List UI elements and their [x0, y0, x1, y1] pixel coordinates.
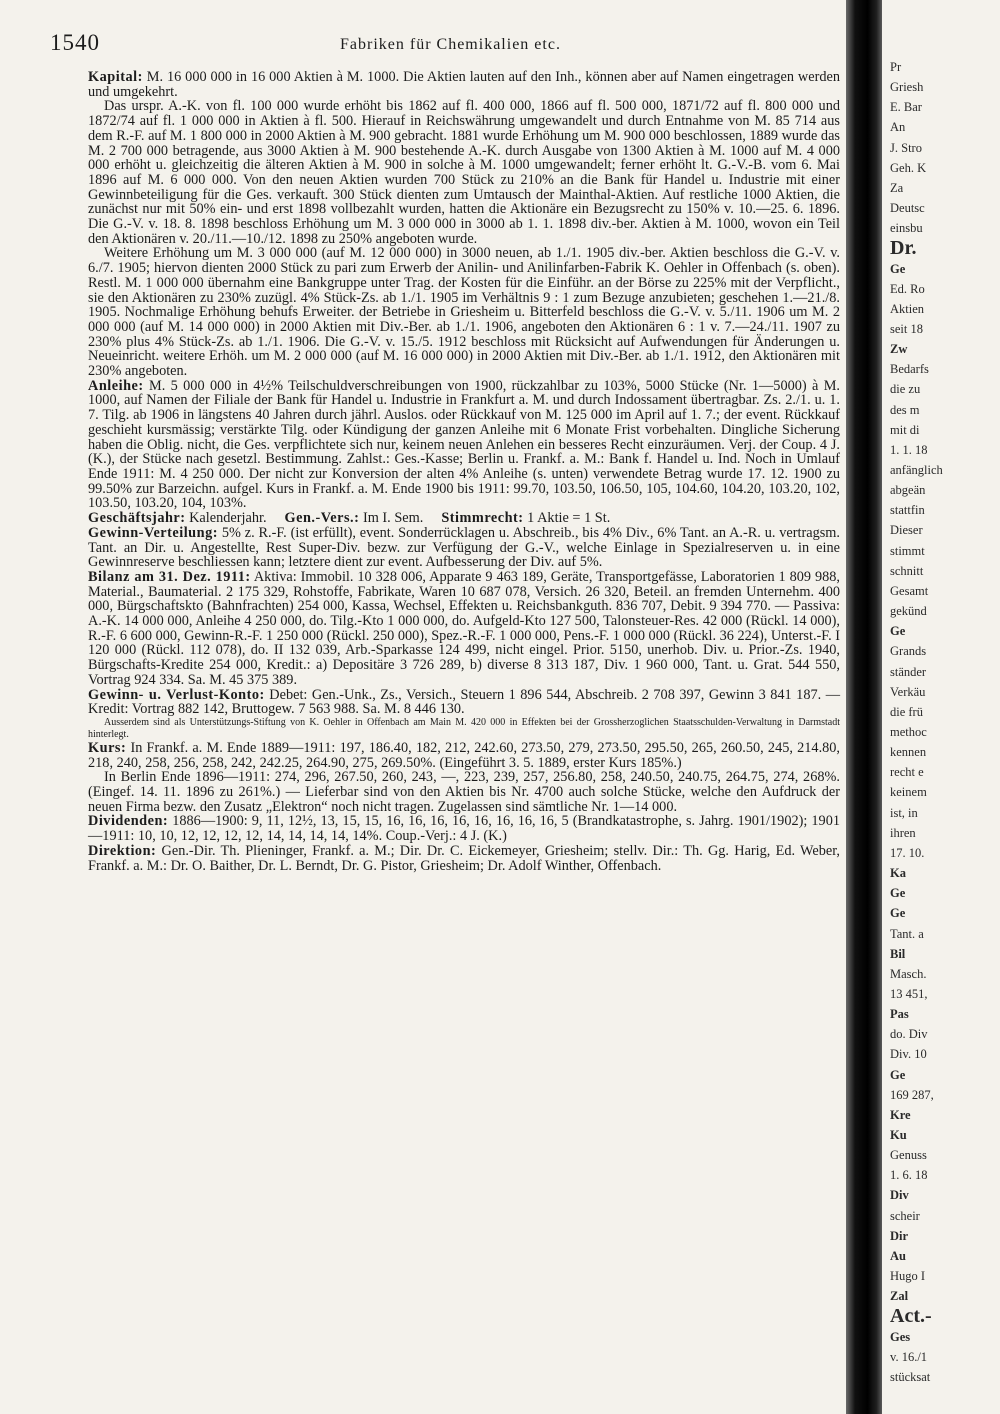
page-header	[50, 30, 910, 64]
adjacent-page-fragment: Bedarfs	[890, 362, 929, 376]
section-text: In Frankf. a. M. Ende 1889—1911: 197, 186.40, 182, 212, 242.60, 273.50, 279, 273.50, 295.50, 265, 260.50, 245, 214.80, 218, 240, 258, 256, 258, 242, 242.25, 264.90, 275, 269.50%. (Eingeführt 3. 5. 1889, erster Kurs 185%.)	[88, 739, 841, 771]
adjacent-page-fragment: Ku	[890, 1128, 907, 1142]
adjacent-page-fragment: Ka	[890, 866, 906, 880]
adjacent-page-fragment: anfänglich	[890, 463, 943, 477]
adjacent-page-fragment: Deutsc	[890, 201, 925, 215]
adjacent-page-fragment: Ge	[890, 886, 906, 900]
section-label: Gewinn-Verteilung:	[88, 524, 218, 541]
section-text: In Berlin Ende 1896—1911: 274, 296, 267.50, 260, 243, —, 223, 239, 257, 256.80, 258, 240.50, 240.75, 264.75, 274, 268%. (Eingef. 14. 11. 1896 zu 261%.) — Lieferbar sind von den Aktien bis Nr. 4700 auch solche Stücke, welche den Aufdruck der neuen Firma bezw. den Zusatz „Elektron“ noch nicht tragen. Zugelassen sind sämtliche Nr. 1—14 000.	[88, 769, 840, 815]
section-text: M. 5 000 000 in 4½% Teilschuldverschreibungen von 1900, rückzahlbar zu 103%, 5000 Stücke (Nr. 1—5000) à M. 1000, auf Namen der Filiale der Bank für Handel u. Industrie in Frankfurt a. M. und durch Indossament übertragbar. Zs. 2./1. u. 1. 7. Tilg. ab 1906 in längstens 40 Jahren durch jährl. Auslos. oder Rückkauf von M. 125 000 im April auf 1. 7.; der event. Rückkauf geschieht kursmässig; verstärkte Tilg. oder Kündigung der ganzen Anleihe mit 6 Monate Frist vorbehalten. Dingliche Sicherung haben die Oblig. nicht, die Ges. verpflichtete sich nur, keinem neuen Anlehen ein besseres Recht einzuräumen. Verj. der Coup. 4 J. (K.), der Stücke nach gesetzl. Bestimmung. Zahlst.: Ges.-Kasse; Berlin u. Frankf. a. M.: Bank f. Handel u. Ind. Noch in Umlauf Ende 1911: M. 4 250 000. Der nicht zur Konversion der alten 4% Anleihe (s. unten) verwendete Betrag wurde 17. 12. 1900 zu 99.50% zur Barzeichn. aufgel. Kurs in Frankf. a. M. Ende 1900 bis 1911: 99.70, 103.50, 106.50, 105, 104.60, 104.20, 103.20, 102, 103.50, 103.20, 104, 103%.	[88, 377, 841, 512]
adjacent-page-fragment: Bil	[890, 947, 906, 961]
adjacent-page-fragment: Ge	[890, 262, 906, 276]
entry-section	[88, 770, 840, 814]
page-number: 1540	[50, 30, 100, 55]
footnote: Ausserdem sind als Unterstützungs-Stiftung von K. Oehler in Offenbach am Main M. 420 000 in Effekten bei der Grossherzoglichen Staatsschulden-Verwaltung in Darmstadt hinterlegt.	[88, 716, 840, 740]
section-label: Stimmrecht:	[441, 510, 524, 527]
adjacent-page-fragment: Pas	[890, 1007, 909, 1021]
adjacent-page-fragment: Ges	[890, 1330, 911, 1344]
adjacent-page-fragment: J. Stro	[890, 141, 922, 155]
entry-section	[88, 526, 840, 570]
adjacent-page-fragment: einsbu	[890, 221, 923, 235]
adjacent-page-fragment: 17. 10.	[890, 846, 925, 860]
entry-section	[88, 99, 840, 246]
section-label: Anleihe:	[88, 377, 144, 394]
section-text: 1886—1900: 9, 11, 12½, 13, 15, 15, 16, 16, 16, 16, 16, 16, 16, 16, 5 (Brandkatastrophe, s. Jahrg. 1901/1902); 1901—1911: 10, 10, 12, 12, 12, 12, 14, 14, 14, 14, 14%. Coup.-Verj.: 4 J. (K.)	[88, 813, 840, 845]
adjacent-page-fragment: Ge	[890, 906, 906, 920]
adjacent-page-fragment: abgeän	[890, 483, 926, 497]
section-text: Das urspr. A.-K. von fl. 100 000 wurde erhöht bis 1862 auf fl. 400 000, 1866 auf fl. 500 000, 1871/72 auf fl. 800 000 und 1872/74 auf fl. 1 000 000 in Aktien à fl. 500. Hierauf in Reichswährung umgewandelt und durch Entnahme von M. 85 714 aus dem R.-F. auf M. 1 800 000 in 2000 Aktien à M. 900 gebracht. 1881 wurde Erhöhung um M. 900 000 beschlossen, 1889 wurde das M. 2 700 000 betragende, aus 3000 Aktien à M. 900 bestehende A.-K. durch Ausgabe von 1300 Aktien à M. 1000 auf M. 4 000 000 erhöht u. gleichzeitig die älteren Aktien à M. 900 in solche à M. 1000 umgewandelt; ferner erhöht lt. G.-V.-B. vom 6. Mai 1896 auf M. 6 000 000. Von den neuen Aktien wurden 700 Stück zu 210% an die Bank für Handel u. Industrie mit einer Gewinnbeteiligung für die Ges. verkauft. 300 Stück dienten zum Umtausch der Mainthal-Aktien. Auf restliche 1000 Aktien, die zunächst nur mit 50% ein- und erst 1898 vollbezahlt wurden, hatten die Aktionäre ein Bezugsrecht zu 150% v. 10.—25. 6. 1896. Die G.-V. v. 18. 8. 1898 beschloss Erhöhung um M. 3 000 000 in 3000 ab 1. 1. 1898 div.-ber. Aktien à M. 1000, wovon ein Teil den Aktionären v. 20./11.—10./12. 1898 zu 250% angeboten wurde.	[88, 98, 840, 247]
section-label: Kapital:	[88, 69, 143, 85]
adjacent-page-fragment: seit 18	[890, 322, 923, 336]
adjacent-page-fragment: Div. 10	[890, 1047, 927, 1061]
adjacent-page-fragment: 13 451,	[890, 987, 928, 1001]
adjacent-page-fragment: Dir	[890, 1229, 909, 1243]
adjacent-page-fragment: Genuss	[890, 1148, 927, 1162]
adjacent-page-fragment: E. Bar	[890, 100, 922, 114]
adjacent-page-fragment: Verkäu	[890, 685, 926, 699]
adjacent-page-fragment: Grands	[890, 644, 927, 658]
entry-section	[88, 741, 840, 770]
adjacent-page-fragment: die frü	[890, 705, 923, 719]
adjacent-page-fragment: kennen	[890, 745, 927, 759]
section-label: Geschäftsjahr:	[88, 510, 186, 527]
adjacent-page-fragment: Div	[890, 1188, 909, 1202]
adjacent-page-fragment: Ed. Ro	[890, 282, 925, 296]
adjacent-page-fragment: 1. 6. 18	[890, 1168, 928, 1182]
adjacent-page-fragment: 169 287,	[890, 1088, 934, 1102]
section-label: Gen.-Vers.:	[284, 510, 360, 527]
book-gutter-shadow	[846, 0, 882, 1414]
section-text: Im I. Sem.	[362, 510, 424, 527]
adjacent-page-fragment: Act.-	[890, 1309, 932, 1323]
adjacent-page-fragment: gekünd	[890, 604, 927, 618]
adjacent-page-fragment: stattfin	[890, 503, 925, 517]
adjacent-page-fragment: Tant. a	[890, 927, 924, 941]
section-label: Kurs:	[88, 739, 127, 756]
adjacent-page-fragment: v. 16./1	[890, 1350, 928, 1364]
running-title: Fabriken für Chemikalien etc.	[340, 36, 561, 53]
adjacent-page-fragment: keinem	[890, 785, 927, 799]
adjacent-page-fragment: Aktien	[890, 302, 925, 316]
adjacent-page-fragment: schnitt	[890, 564, 924, 578]
section-label: Gewinn- u. Verlust-Konto:	[88, 686, 265, 703]
section-text: M. 16 000 000 in 16 000 Aktien à M. 1000. Die Aktien lauten auf den Inh., können aber auf Namen eingetragen werden und umgekehrt.	[88, 69, 840, 100]
section-label: Direktion:	[88, 842, 157, 859]
adjacent-page-fragment: Ge	[890, 624, 906, 638]
adjacent-page-fragment: Griesh	[890, 80, 924, 94]
section-text: Debet: Gen.-Unk., Zs., Versich., Steuern 1 896 544, Abschreib. 2 708 397, Gewinn 3 841 187. — Kredit: Vortrag 882 142, Bruttogew. 7 563 988. Sa. M. 8 446 130.	[88, 686, 840, 718]
adjacent-page-fragment: stimmt	[890, 544, 925, 558]
adjacent-page-fragment: ist, in	[890, 806, 918, 820]
adjacent-page-fragment: stücksat	[890, 1370, 931, 1384]
entry-section	[88, 511, 840, 526]
adjacent-page-fragment: methoc	[890, 725, 927, 739]
adjacent-page-fragment: An	[890, 120, 906, 134]
adjacent-page-fragment: Geh. K	[890, 161, 927, 175]
section-label: Dividenden:	[88, 813, 169, 830]
adjacent-page-fragment: Hugo I	[890, 1269, 926, 1283]
section-text: Gen.-Dir. Th. Plieninger, Frankf. a. M.; Dir. Dr. C. Eickemeyer, Griesheim; stellv. Dir.: Th. Gg. Harig, Ed. Weber, Frankf. a. M.: Dr. O. Baither, Dr. L. Berndt, Dr. G. Pistor, Griesheim; Dr. Adolf Winther, Offenbach.	[88, 842, 840, 874]
adjacent-page-fragment: recht e	[890, 765, 924, 779]
section-label: Bilanz am 31. Dez. 1911:	[88, 568, 251, 585]
entry-section	[88, 379, 840, 511]
adjacent-page-fragment: Dieser	[890, 523, 923, 537]
entry-section	[88, 688, 840, 717]
entry-section	[88, 844, 840, 873]
entry-section	[88, 246, 840, 378]
adjacent-page-fragment: des m	[890, 403, 920, 417]
adjacent-page-fragment: Za	[890, 181, 904, 195]
adjacent-page-fragment: Pr	[890, 60, 902, 74]
entry-section	[88, 570, 840, 688]
adjacent-page-fragment: Dr.	[890, 241, 917, 255]
adjacent-page-fragment: die zu	[890, 382, 921, 396]
section-text: Kalenderjahr.	[189, 510, 267, 527]
adjacent-page-fragment: Ge	[890, 1068, 906, 1082]
entry-section	[88, 814, 840, 843]
adjacent-page-fragment: Zw	[890, 342, 908, 356]
adjacent-page-fragment: Zal	[890, 1289, 909, 1303]
section-text: Aktiva: Immobil. 10 328 006, Apparate 9 463 189, Geräte, Transportgefässe, Laboratorien 1 809 988, Material., Baumaterial. 2 175 329, Rohstoffe, Fabrikate, Waren 10 687 078, Versich. 26 320, Beteil. an fremden Unternehm. 400 000, Bürgschaftskto (Bahnfrachten) 254 000, Kassa, Wechsel, Effekten u. Reichsbankguth. 836 707, Debit. 9 394 770. — Passiva: A.-K. 14 000 000, Anleihe 4 250 000, do. Tilg.-Kto 1 000 000, do. Aufgeld-Kto 127 500, Talonsteuer-Res. 42 000 (Rückl. 14 000), R.-F. 6 600 000, Gewinn-R.-F. 1 250 000 (Rückl. 250 000), Spez.-R.-F. 1 000 000, Pens.-F. 1 000 000 (Rückl. 36 224), Unterst.-F. I 120 000 (Rückl. 112 078), do. II 132 039, Arb.-Sparkasse 124 499, nicht eingel. Prior. 5150, unerhob. Div. u. Prior.-Zs. 1940, Bürgschafts-Kredite 254 000, Kredit.: a) Depositäre 3 726 289, b) diverse 8 313 187, Div. 1 960 000, Tant. u. Grat. 544 550, Vortrag 924 334. Sa. M. 45 375 389.	[88, 568, 840, 688]
section-text: 5% z. R.-F. (ist erfüllt), event. Sonderrücklagen u. Abschreib., bis 4% Div., 6% Tant. an A.-R. u. vertragsm. Tant. an Dir. u. Angestellte, Rest Super-Div. bezw. zur Verfügung der G.-V., welche Einlage in Spezialreserven u. in eine Gewinnreserve beschliessen kann; letztere dient zur event. Aufbesserung der Div. auf 5%.	[88, 524, 840, 571]
adjacent-page-fragment: Masch.	[890, 967, 927, 981]
section-text: 1 Aktie = 1 St.	[527, 510, 611, 527]
adjacent-page-fragment: do. Div	[890, 1027, 928, 1041]
adjacent-page-fragment: mit di	[890, 423, 920, 437]
adjacent-page-fragment: 1. 1. 18	[890, 443, 928, 457]
adjacent-page-fragment: Gesamt	[890, 584, 929, 598]
adjacent-page-fragment: Au	[890, 1249, 906, 1263]
adjacent-page-fragment: scheir	[890, 1209, 920, 1223]
entry-section	[88, 70, 840, 99]
adjacent-page-fragment: Kre	[890, 1108, 911, 1122]
section-text: Weitere Erhöhung um M. 3 000 000 (auf M. 12 000 000) in 3000 neuen, ab 1./1. 1905 div.-ber. Aktien beschloss die G.-V. v. 6./7. 1905; hiervon dienten 2000 Stück zu pari zum Erwerb der Anilin- und Anilinfarben-Fabrik K. Oehler in Offenbach (s. oben). Restl. M. 1 000 000 übernahm eine Bankgruppe unter Trag. der Kosten für die Einführ. an der Börse zu 225% mit der Verpflicht., sie den Aktionären zu 230% zuzügl. 4% Stück-Zs. ab 1./1. 1905 im Verhältnis 9 : 1 zum Bezuge anzubieten; geschehen 1.—21./8. 1905. Nochmalige Erhöhung behufs Erweiter. der Betriebe in Griesheim u. Bitterfeld beschloss die G.-V. v. 5./11. 1906 um M. 2 000 000 (auf M. 14 000 000) in 2000 Aktien mit Div.-Ber. ab 1./1. 1906, angeboten den Aktionären 6 : 1 v. 7.—24./11. 1907 zu 230% plus 4% Stück-Zs. ab 1./1. 1906. Die G.-V. v. 15./5. 1912 beschloss mit Rücksicht auf Aufwendungen für Änderungen u. Neueinricht. weitere Erhöh. um M. 2 000 000 (auf M. 16 000 000) in 2000 Aktien mit Div.-Ber. ab 1./1. 1912, den Aktionären mit 230% angeboten.	[88, 245, 840, 380]
adjacent-page-fragment: ihren	[890, 826, 916, 840]
adjacent-page-fragment: ständer	[890, 665, 927, 679]
main-text-column	[88, 70, 840, 873]
